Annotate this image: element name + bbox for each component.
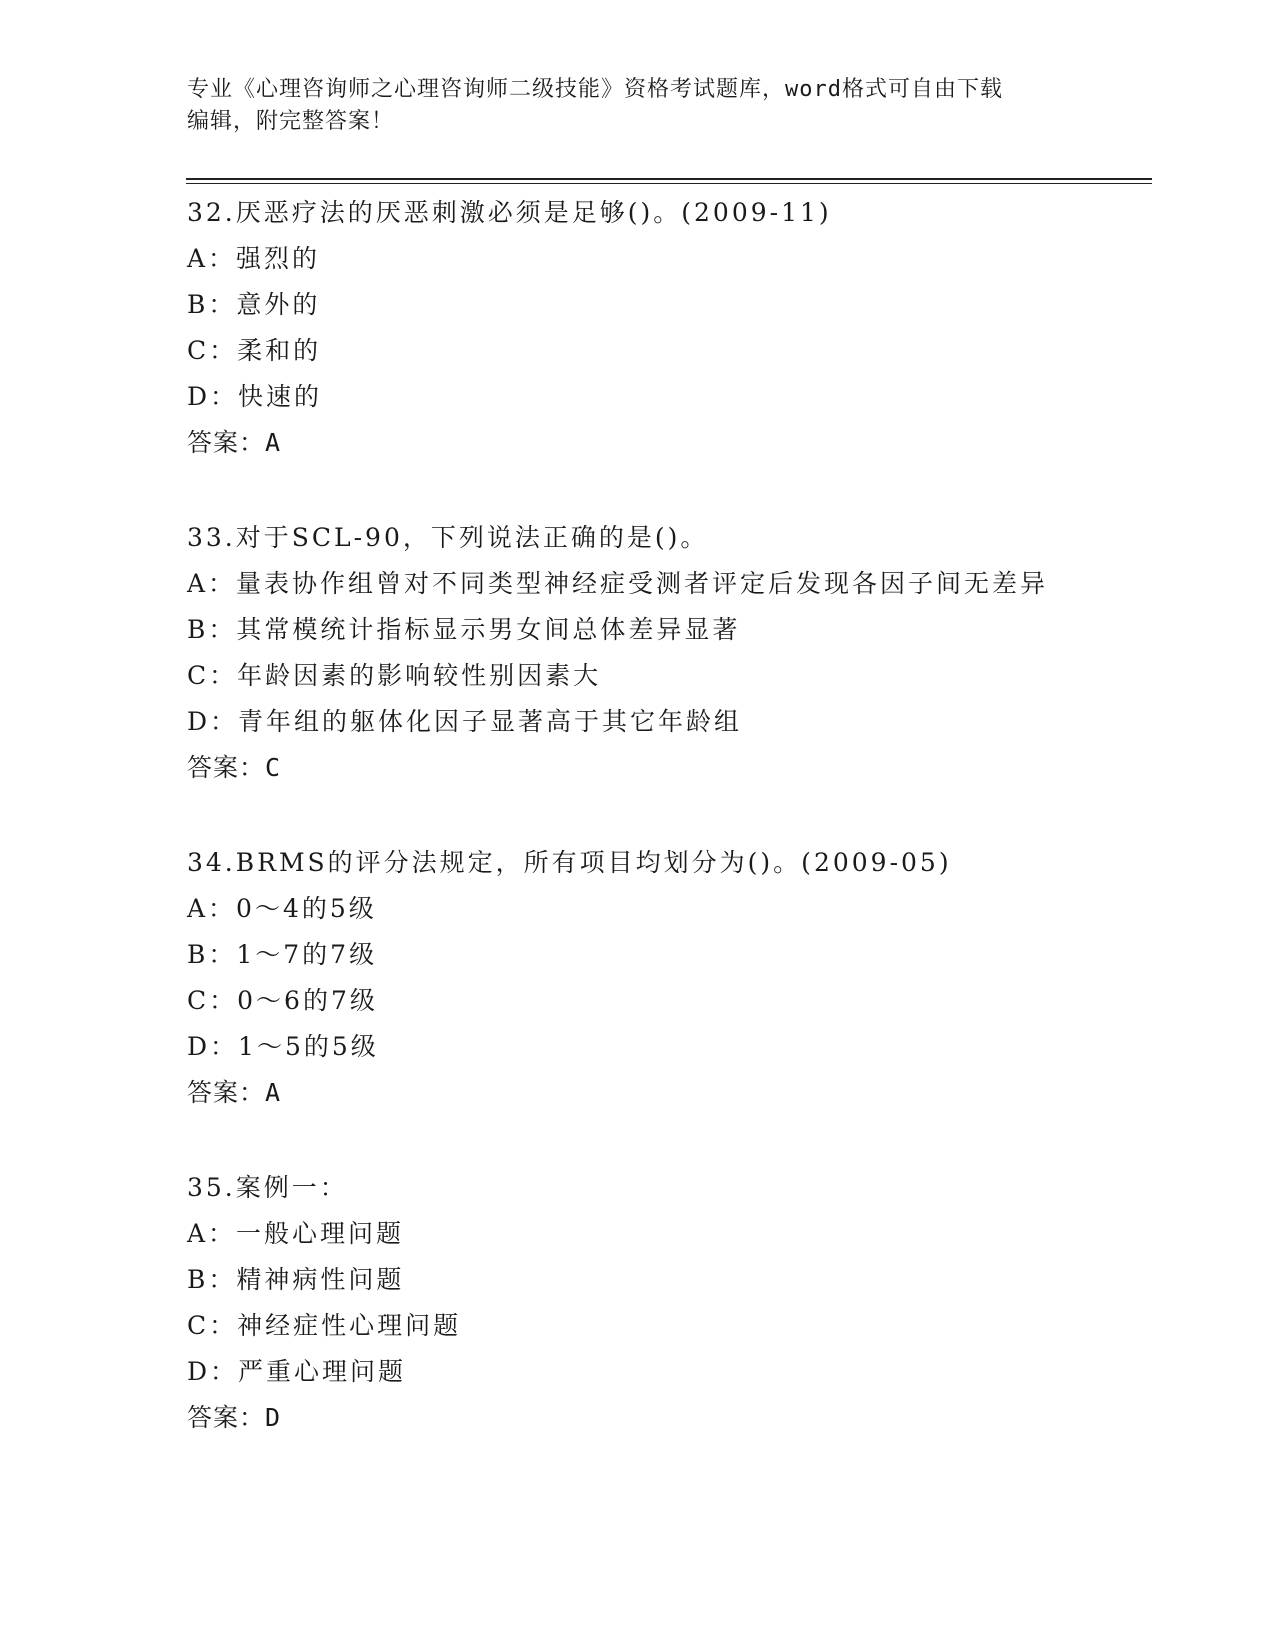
- header-line-1: 专业《心理咨询师之心理咨询师二级技能》资格考试题库，word格式可自由下载: [187, 77, 1003, 102]
- question-32: [187, 190, 1147, 466]
- option-b: B：精神病性问题: [187, 1265, 405, 1294]
- question-35: [187, 1165, 1147, 1441]
- header-divider-thick: [186, 178, 1152, 180]
- option-a: A：一般心理问题: [187, 1219, 405, 1248]
- option-a: A：量表协作组曾对不同类型神经症受测者评定后发现各因子间无差异: [187, 569, 1049, 598]
- option-c: C：神经症性心理问题: [187, 1311, 462, 1340]
- option-c: C：柔和的: [187, 336, 322, 365]
- question-list: [187, 190, 1147, 1490]
- header-divider-thin: [186, 183, 1152, 184]
- option-b: B：1～7的7级: [187, 940, 378, 969]
- option-d: D：严重心理问题: [187, 1357, 407, 1386]
- option-d: D：快速的: [187, 382, 323, 411]
- option-b: B：其常模统计指标显示男女间总体差异显著: [187, 615, 741, 644]
- question-stem: 32.厌恶疗法的厌恶刺激必须是足够()。(2009-11): [187, 198, 832, 227]
- question-stem: 33.对于SCL-90，下列说法正确的是()。: [187, 523, 709, 552]
- option-b: B：意外的: [187, 290, 321, 319]
- question-stem: 35.案例一：: [187, 1173, 348, 1202]
- option-d: D：青年组的躯体化因子显著高于其它年龄组: [187, 707, 743, 736]
- question-33: [187, 515, 1147, 791]
- document-header: [187, 74, 1087, 138]
- question-stem: 34.BRMS的评分法规定，所有项目均划分为()。(2009-05): [187, 848, 952, 877]
- answer: 答案：D: [187, 1403, 282, 1432]
- option-c: C：年龄因素的影响较性别因素大: [187, 661, 602, 690]
- answer: 答案：A: [187, 428, 282, 457]
- header-line-2: 编辑，附完整答案！: [187, 109, 395, 134]
- answer: 答案：C: [187, 753, 282, 782]
- question-34: [187, 840, 1147, 1116]
- option-c: C：0～6的7级: [187, 986, 378, 1015]
- option-a: A：0～4的5级: [187, 894, 377, 923]
- option-a: A：强烈的: [187, 244, 321, 273]
- answer: 答案：A: [187, 1078, 282, 1107]
- option-d: D：1～5的5级: [187, 1032, 379, 1061]
